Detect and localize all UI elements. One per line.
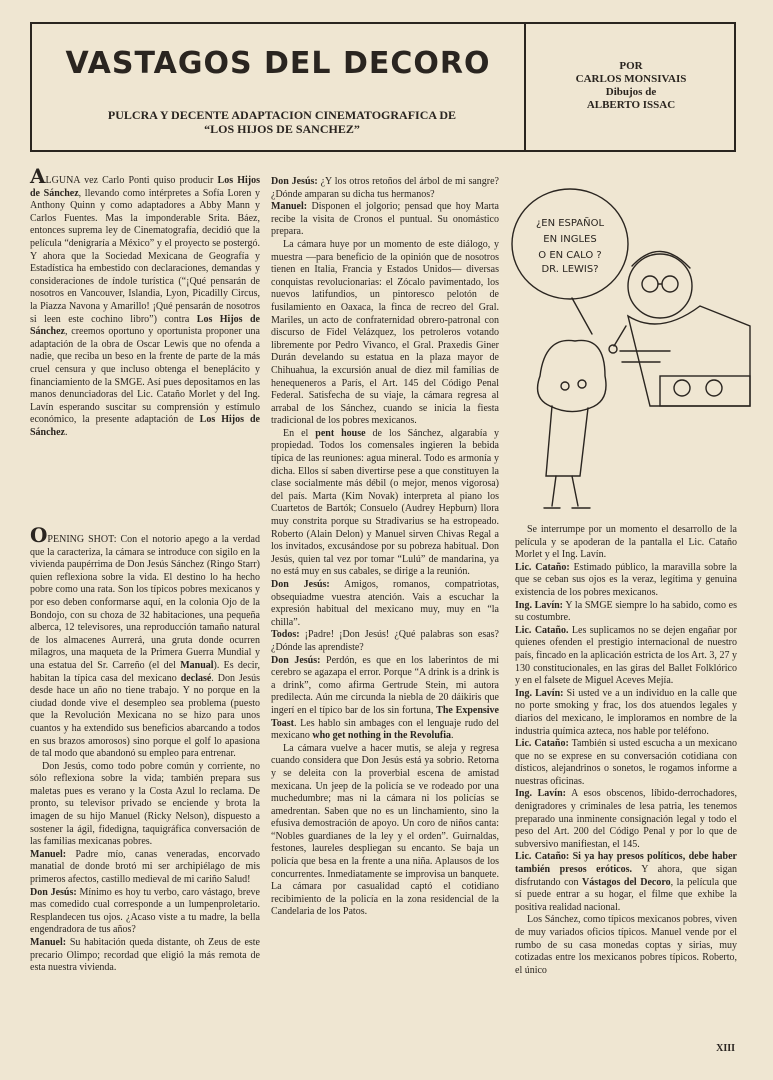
drop-cap: A xyxy=(30,164,46,188)
byline-drawings-label: Dibujos de xyxy=(605,86,657,98)
subtitle-line-1: PULCRA Y DECENTE ADAPTACION CINEMATOGRAFICA DE xyxy=(107,108,457,122)
dialogue-line: Lic. Cataño: También si usted escucha a un mexicano que no se exprese en su conversación cotidiana con dísticos, alejandrinos o sonetos, le rogamos informe a nuestras oficinas. xyxy=(515,738,737,787)
microphone xyxy=(614,326,626,346)
dialogue-line: Ing. Lavín: A esos obscenos, líbido-derrochadores, denigradores y criminales de lesa patria, les tenemos preparado una inminente consignación legal y todo el peso del Art. 200 del Código Penal y por lo que de subversivo manifiestan, el 145. xyxy=(515,788,737,850)
dialogue-line: Manuel: Su habitación queda distante, oh Zeus de este precario Olimpo; recordad que eligió la más remota de esta nuestra vivienda. xyxy=(30,937,260,974)
speech-text-3: O EN CALO ? xyxy=(538,250,602,261)
paragraph: Los Sánchez, como típicos mexicanos pobres, viven de muy variados oficios típicos. Manuel vende por el rumbo de su casa monedas coptas y sirias, muy cotizadas entre los mexicanos pobres típicos. Roberto, el único xyxy=(515,914,737,976)
dialogue-line: Lic. Cataño: Estimado público, la maravilla sobre la que se ceban sus ojos es la veraz, legítima y genuina existencia de los pobres mexicanos. xyxy=(515,561,737,598)
dialogue-line: Don Jesús: Amigos, romanos, compatriotas, obsequiadme vuestra atención. Vais a escuchar la expresión habitual del mexicano muy, muy en “la chilla”. xyxy=(271,579,499,628)
column-1-intro xyxy=(30,164,261,439)
column-1-story xyxy=(30,523,261,975)
child-hair xyxy=(538,340,606,411)
dialogue-line: Lic. Cataño. Les suplicamos no se dejen engañar por quienes ofenden el prestigio internacional de nuestro país, fincado en la aplicación estricta de los Art. 3, 27 y 130 constitucionales, en las giras del Ballet Folklórico y en el falsete de Miguel Aceves Mejía. xyxy=(515,624,737,687)
dialogue-line: Manuel: Disponen el jolgorio; pensad que hoy Marta recibe la visita de Cronos el puntual. Su onomástico prepara. xyxy=(271,201,499,238)
paragraph: En el pent house de los Sánchez, algarabía y propiedad. Todos los comensales ingieren la bebida típica de las reuniones: agua mineral. Todo es armonía y dicha. Ellos sí saben divertirse pese a que constituyen la clase socialmente más débil (o mejor, menos vigorosa) del país. Marta (Kim Novak) interpreta al piano los Cuartetos de Bartók; Consuelo (Audrey Hepburn) llora muy constrita porque su Stradivarius se ha estropeado. Roberto (Alain Delon) y Manuel sirven Chivas Regal a los invitados, excusándose por su pobreza habitual. Don Jesús, quien tal vez por tomar “Lulú” de mandarina, ya no está muy en sus cabales, se dirige a la reunión. xyxy=(271,427,499,578)
article-subtitle xyxy=(62,108,502,136)
speech-text-2: EN INGLES xyxy=(543,234,597,245)
dialogue-line: Don Jesús: Mínimo es hoy tu verbo, caro vástago, breve mas comedido cual corresponde a un lumpenproletario. Resplandecen tus ojos. ¿Acaso viste a tu madre, la bella engendradora de tus años? xyxy=(30,886,260,936)
doctor-head xyxy=(628,254,692,318)
speech-text-1: ¿EN ESPAÑOL xyxy=(535,218,605,229)
tape-recorder xyxy=(660,376,750,406)
paragraph: Se interrumpe por un momento el desarrollo de la película y se apoderan de la pantalla el Lic. Cataño Morlet y el Ing. Lavín. xyxy=(515,524,737,561)
paragraph: ALGUNA vez Carlo Ponti quiso producir Los Hijos de Sánchez, llevando como intérpretes a Sofía Loren y Anthony Quinn y como adaptadores a Abby Mann y Carlos Fuentes. Mas la imponderable Srita. Báez, entonces suprema ley de Cinematografía, decidió que la película “denigraría a México” y el proyecto se postergó. Y ahora que la Sociedad Mexicana de Geografía y Estadística ha embestido con declaraciones, demandas y consideraciones de índole turística (“¡Qué pensarán de nosotros en Vancouver, Islandia, Lyon, Picadilly Circus, la Piazza Navona y Amarillo! ¡Qué pensarán de nosotros si leen este cochino libro”) contra Los Hijos de Sánchez, creemos oportuno y oportunista proponer una adaptación de la obra de Oscar Lewis que no ofenda a nadie, que reciba un beso en la frente de parte de la más cruel censura y que incluso obtenga el beneplácito y financiamiento de la SMGE. Así pues depositamos en las manos denunciadoras del Lic. Cataño Morlet y del Ing. Lavín esperando suscitar su comprensión y estímulo económico, la presente adaptación de Los Hijos de Sánchez. xyxy=(30,164,261,438)
dialogue-line: Ing. Lavín: Y la SMGE siempre lo ha sabido, como es su costumbre. xyxy=(515,599,737,624)
paragraph: OPENING SHOT: Con el notorio apego a la verdad que la caracteriza, la cámara se introduce con sigilo en la vivienda paupérrima de Don Jesús Sánchez (Ringo Starr) quien reflexiona sobre la vida. El destino lo ha hecho pobre como una rata. Son los típicos pobres mexicanos y por eso deben conformarse aquí, en la colonia Ojo de la Bondojo, con su choza de 32 habitaciones, una pequeña alberca, 12 televisores, una reproducción tamaño natural de los almacenes Aurrerá, una gruta donde ocurren milagros, una maqueta de la Primera Guerra Mundial y una estatua del Sr. Carreño (el del Manual). Es decir, habitan la típica casa del mexicano declasé. Don Jesús desde hace un año no tiene trabajo. Y no porque en la ciudad donde vive el desempleo sea problema (puesto que la Revolución Mexicana no se hizo para unos cuantos y ha extendido sus beneficios abarcando a todos en sus brazos amorosos) sino porque el golf lo apasiona de tal modo que abandonó su empleo para entrenar. xyxy=(30,523,261,760)
byline xyxy=(526,60,736,112)
paragraph: Don Jesús, como todo pobre común y corriente, no sólo reflexiona sobre la vida; también prepara sus maletas pues es verano y la Costa Azul lo reclama. De pronto, su televisor privado se enciende y brota la imagen de su hijo Manuel (Ricky Nelson), dispuesto a sostener la ágil, fidedigna, taquigráfica conversación de las familias mexicanas pobres. xyxy=(30,760,260,848)
dialogue-line: Don Jesús: Perdón, es que en los laberintos de mi cerebro se agazapa el error. Porque “A drink is a drink is a drink”, como afirma Gertrude Stein, mi autora predilecta. Aún me circunda la niebla de 20 dáikiris que ingerí en el típico bar de los sin fortuna, The Expensive Toast. Les hablo sin ambages con el lenguaje rudo del mexicano who get nothing in the Revolufia. xyxy=(271,654,499,742)
byline-author: CARLOS MONSIVAIS xyxy=(575,73,687,85)
speech-bubble-tail xyxy=(572,298,592,334)
byline-por: POR xyxy=(619,60,643,72)
dialogue-line: Todos: ¡Padre! ¡Don Jesús! ¿Qué palabras son esas? ¿Dónde las aprendiste? xyxy=(271,629,499,653)
column-2 xyxy=(271,176,499,919)
child-body xyxy=(546,406,588,476)
dialogue-line: Ing. Lavín: Si usted ve a un individuo en la calle que no porte smoking y frac, los dos atuendos legales y diarios del mexicano, le imploramos en nombre de la industria química azteca, nos hable por teléfono. xyxy=(515,687,737,737)
subtitle-line-2: “LOS HIJOS DE SANCHEZ” xyxy=(204,122,360,136)
page-number: XIII xyxy=(716,1043,735,1054)
speech-text-4: DR. LEWIS? xyxy=(541,264,599,275)
article-title: VASTAGOS DEL DECORO xyxy=(65,46,491,81)
cartoon-illustration xyxy=(510,176,760,521)
header-box xyxy=(30,22,736,152)
byline-illustrator: ALBERTO ISSAC xyxy=(586,99,676,111)
drop-cap: O xyxy=(30,523,48,547)
paragraph: La cámara vuelve a hacer mutis, se aleja y regresa cuando considera que Don Jesús está ya sobrio. Retorna y se deleita con la proverbial escena de amistad mexicana. Un jeep de la policía se ve rodeado por una muchedumbre; mas ni la cámara ni los policías se amedrentan. Saben que no es un linchamiento, sino la efusiva demostración de apoyo. Un coro de niños canta: “Nobles guardianes de la ley y el orden”. Guirnaldas, festones, laureles despliegan su encanto. Se baja un policía que besa en la frente a una niña. Aplausos de los concurrentes. Inmediatamente se improvisa un banquete. La cámara por casualidad captó el cotidiano recibimiento de la policía en la zona residencial de la Candelaria de los Patos. xyxy=(271,742,499,918)
paragraph: La cámara huye por un momento de este diálogo, y muestra —para beneficio de la opinión que de nosotros tienen en Italia, Francia y Estados Unidos— diversas conquistas revolucionarias: el Zócalo pavimentado, los nuevos latifundios, un pintoresco pelotón de fusilamiento en Oaxaca, la finca de recreo del Gral. Mariles, un acto de confraternidad obrero-patronal con discurso de Fidel Velázquez, los petroleros votando libremente por Pedro Vivanco, el Gral. Praxedis Giner Durán develando su estatua en la plaza mayor de Chihuahua, la excursión anual de diez mil familias de henequeneros a París, el Art. 145 del Código Penal Federal. Satisfecha de su viaje, la cámara regresa al arrabal de los Sánchez, cuando se inicia la fiesta tradicional de los pobres mexicanos. xyxy=(271,238,499,427)
dialogue-line: Don Jesús: ¿Y los otros retoños del árbol de mi sangre? ¿Dónde amparan su dicha tus hermanos? xyxy=(271,176,499,200)
column-3 xyxy=(515,524,737,977)
dialogue-line: Manuel: Padre mío, canas veneradas, encorvado manatial de donde brotó mi ser archipiélago de mis primeros afectos, castillo medieval de mi cariño Salud! xyxy=(30,848,260,886)
dialogue-line: Lic. Cataño: Si ya hay presos políticos, debe haber también presos eróticos. Y ahora, que sigan disfrutando con Vástagos del Decoro, la película que sí puede entrar a su hogar, el filme que exhibe la positiva realidad nacional. xyxy=(515,851,738,913)
